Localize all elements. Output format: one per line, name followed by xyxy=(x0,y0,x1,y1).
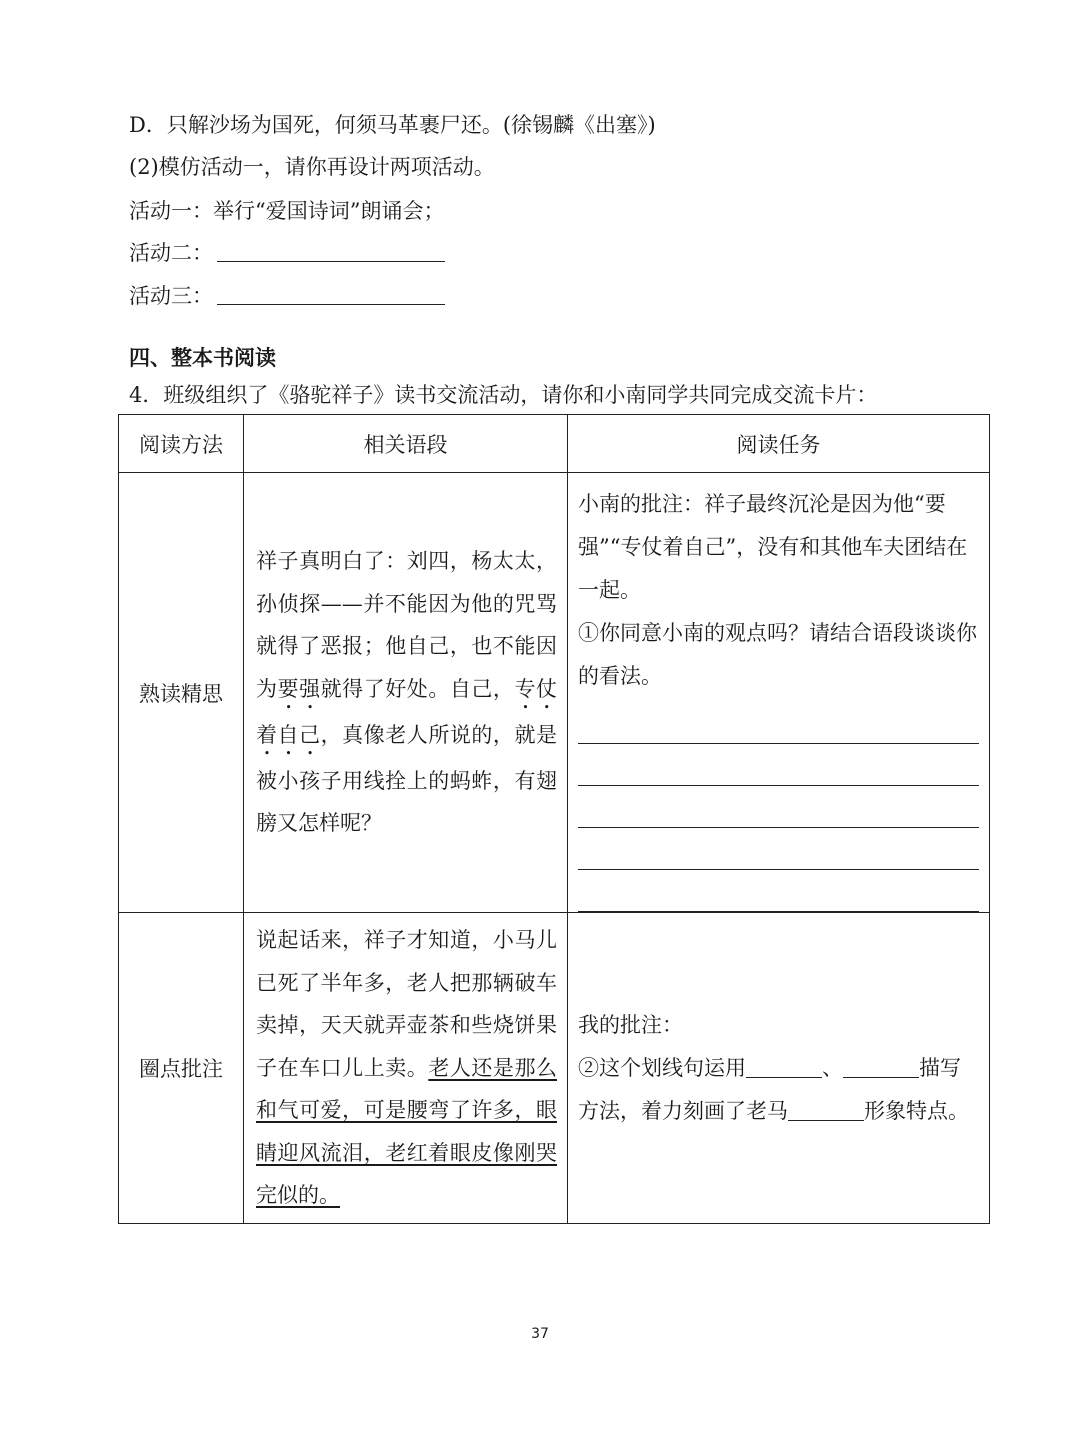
table-row xyxy=(119,473,990,913)
activity-3-blank[interactable] xyxy=(217,282,445,305)
underlined-sentence: 老人还是那么和气可爱，可是腰弯了许多，眼睛迎风流泪，老红着眼皮像刚哭完似的。 xyxy=(256,1055,558,1208)
activity-3-label: 活动三： xyxy=(129,284,213,308)
table-header-row xyxy=(119,415,990,473)
answer-line[interactable] xyxy=(578,744,979,786)
passage-cell: 说起话来，祥子才知道，小马儿已死了半年多，老人把那辆破车卖掉，天天就弄壶茶和些烧饼果子在车口儿上卖。老人还是那么和气可爱，可是腰弯了许多，眼睛迎风流泪，老红着眼皮像刚哭完似的。 xyxy=(244,913,568,1224)
header-method: 阅读方法 xyxy=(119,415,244,473)
table-row xyxy=(119,913,990,1224)
answer-line[interactable] xyxy=(578,786,979,828)
activity-2 xyxy=(129,238,445,268)
activity-2-blank[interactable] xyxy=(217,239,445,262)
fill-blank[interactable] xyxy=(746,1055,822,1078)
task-cell xyxy=(568,473,990,913)
activity-2-label: 活动二： xyxy=(129,241,213,265)
my-note-label: 我的批注： xyxy=(578,1012,683,1037)
fill-blank[interactable] xyxy=(843,1055,919,1078)
answer-line[interactable] xyxy=(578,702,979,744)
option-d: D．只解沙场为国死，何须马革裹尸还。(徐锡麟《出塞》) xyxy=(129,113,656,137)
activity-1: 活动一：举行“爱国诗词”朗诵会； xyxy=(129,199,445,223)
activity-3 xyxy=(129,281,445,311)
fill-blank[interactable] xyxy=(788,1098,864,1121)
emphasis-dots-2: 专仗着自己 xyxy=(256,676,558,747)
method-cell: 圈点批注 xyxy=(119,913,244,1224)
exchange-card-table xyxy=(118,414,990,1224)
task-cell xyxy=(568,913,990,1224)
answer-line[interactable] xyxy=(578,870,979,912)
section-title: 四、整本书阅读 xyxy=(129,346,276,370)
question-4: 4．班级组织了《骆驼祥子》读书交流活动，请你和小南同学共同完成交流卡片： xyxy=(129,383,878,407)
xiaonan-note: 小南的批注：祥子最终沉沦是因为他“要强”“专仗着自己”，没有和其他车夫团结在一起。 xyxy=(578,492,968,602)
emphasis-dots: 要强 xyxy=(277,676,321,701)
task-question-2: ②这个划线句运用 、 描写方法，着力刻画了老马 形象特点。 xyxy=(578,1055,969,1123)
passage-cell: 祥子真明白了：刘四，杨太太，孙侦探——并不能因为他的咒骂就得了恶报；他自己，也不能因为要强就得了好处。自己，专仗着自己，真像老人所说的，就是被小孩子用线拴上的蚂蚱，有翅膀又怎样呢？ xyxy=(244,473,568,913)
method-cell: 熟读精思 xyxy=(119,473,244,913)
page-number: 37 xyxy=(531,1326,549,1342)
question-2: (2)模仿活动一，请你再设计两项活动。 xyxy=(129,155,495,179)
header-task: 阅读任务 xyxy=(568,415,990,473)
answer-line[interactable] xyxy=(578,828,979,870)
header-passage: 相关语段 xyxy=(244,415,568,473)
task-question-1: ①你同意小南的观点吗？请结合语段谈谈你的看法。 xyxy=(578,621,977,688)
